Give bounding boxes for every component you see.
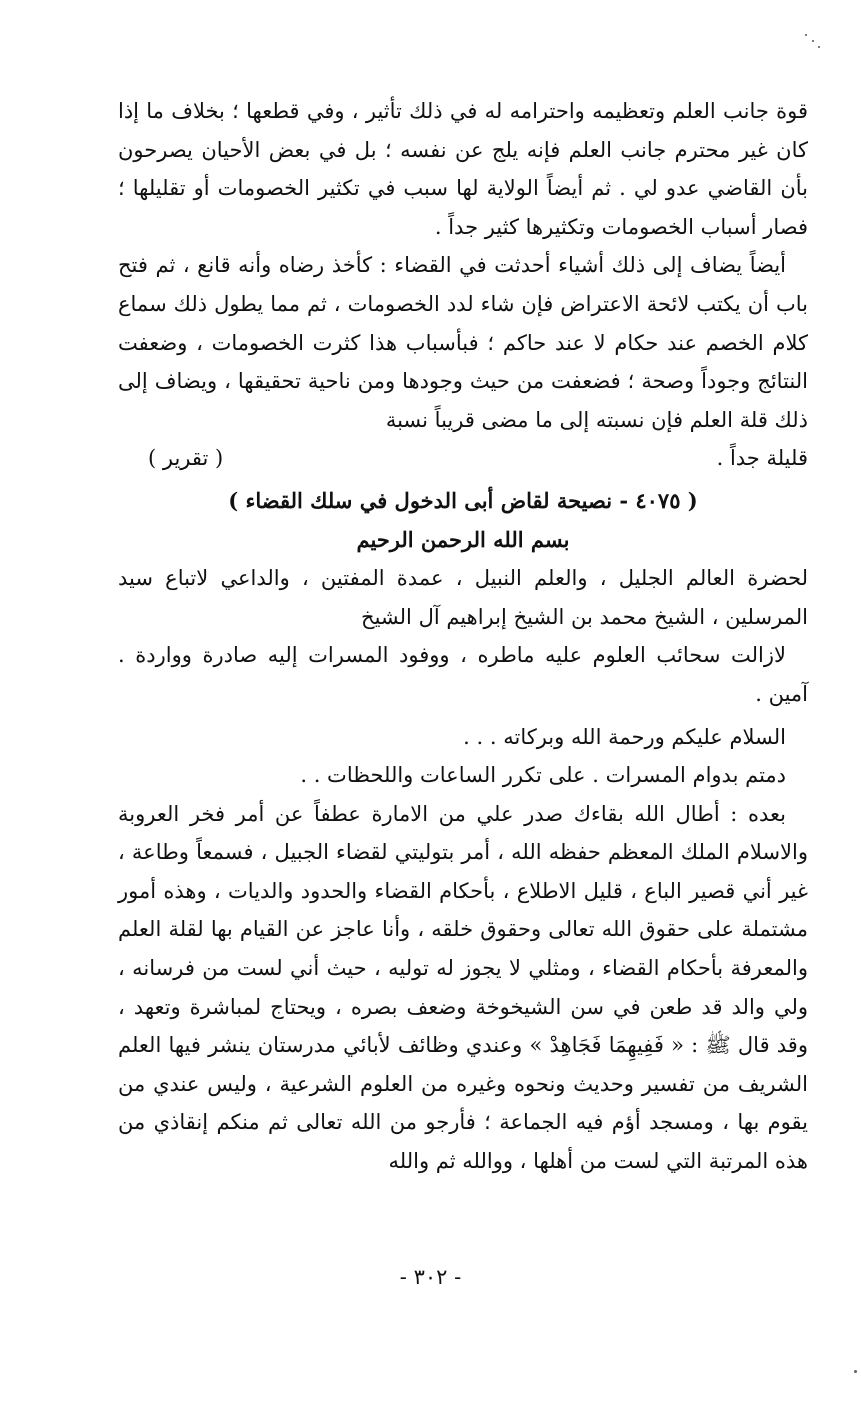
source-note: ( تقرير ) [148,446,224,471]
paragraph-2-last-line: قليلة جداً . [716,446,808,471]
letter-salam: السلام عليكم ورحمة الله وبركاته . . . [463,724,786,749]
letter-wish: دمتم بدوام المسرات . على تكرر الساعات واللحظات . . [300,763,786,788]
scan-speck [854,1370,857,1373]
paragraph-2-end [118,439,808,478]
letter-address: لحضرة العالم الجليل ، والعلم النبيل ، عمدة المفتين ، والداعي لاتباع سيد المرسلين ، الشيخ محمد بن الشيخ إبراهيم آل الشيخ [118,566,808,629]
letter-body: بعده : أطال الله بقاءك صدر علي من الامارة عطفاً عن أمر فخر العروبة والاسلام الملك المعظم حفظه الله ، أمر بتوليتي لقضاء الجبيل ، فسمعاً وطاعة ، غير أني قصير الباع ، قليل الاطلاع ، بأحكام القضاء والحدود والديات ، وهذه أمور مشتملة على حقوق الله تعالى وحقوق خلقه ، وأنا عاجز عن القيام بها لقلة العلم والمعرفة بأحكام القضاء ، ومثلي لا يجوز له توليه ، حيث أني لست من فرسانه ، ولي والد قد طعن في سن الشيخوخة وضعف بصره ، ويحتاج لمباشرة وتعهد ، وقد قال ﷺ : « فَفِيهِمَا فَجَاهِدْ » وعندي وظائف لأبائي مدرستان ينشر فيها العلم الشريف من تفسير وحديث ونحوه وغيره من العلوم الشرعية ، وليس عندي من يقوم بها ، ومسجد أؤم فيه الجماعة ؛ فأرجو من الله تعالى ثم منكم إنقاذي من هذه المرتبة التي لست من أهلها ، ووالله ثم والله [118,801,808,1174]
section-heading: ( ٤٠٧٥ - نصيحة لقاض أبى الدخول في سلك القضاء ) [228,487,698,513]
basmala: بسم الله الرحمن الرحيم [356,526,570,552]
page-body [118,92,808,1181]
page-number: - ٣٠٢ - [399,1265,462,1289]
scan-specks [803,30,823,50]
letter-prayer: لازالت سحائب العلوم عليه ماطره ، ووفود المسرات إليه صادرة وواردة . آمين . [118,643,808,706]
paragraph-2: أيضاً يضاف إلى ذلك أشياء أحدثت في القضاء : كأخذ رضاه وأنه قانع ، ثم فتح باب أن يكتب لائحة الاعتراض فإن شاء لدد الخصومات ، ثم مما يطول ذلك سماع كلام الخصم عند حكام لا عند حاكم ؛ فبأسباب هذا كثرت الخصومات ، وضعفت النتائج وجوداً وصحة ؛ فضعفت من حيث وجودها ومن ناحية تحقيقها ، ويضاف إلى ذلك قلة العلم فإن نسبته إلى ما مضى قريباً نسبة [118,253,808,432]
paragraph-1: قوة جانب العلم وتعظيمه واحترامه له في ذلك تأثير ، وفي قطعها ؛ بخلاف ما إذا كان غير محترم جانب العلم فإنه يلج عن نفسه ؛ بل في بعض الأحيان يصرحون بأن القاضي عدو لي . ثم أيضاً الولاية لها سبب في تكثير الخصومات أو تقليلها ؛ فصار أسباب الخصومات وتكثيرها كثير جداً . [118,99,808,239]
